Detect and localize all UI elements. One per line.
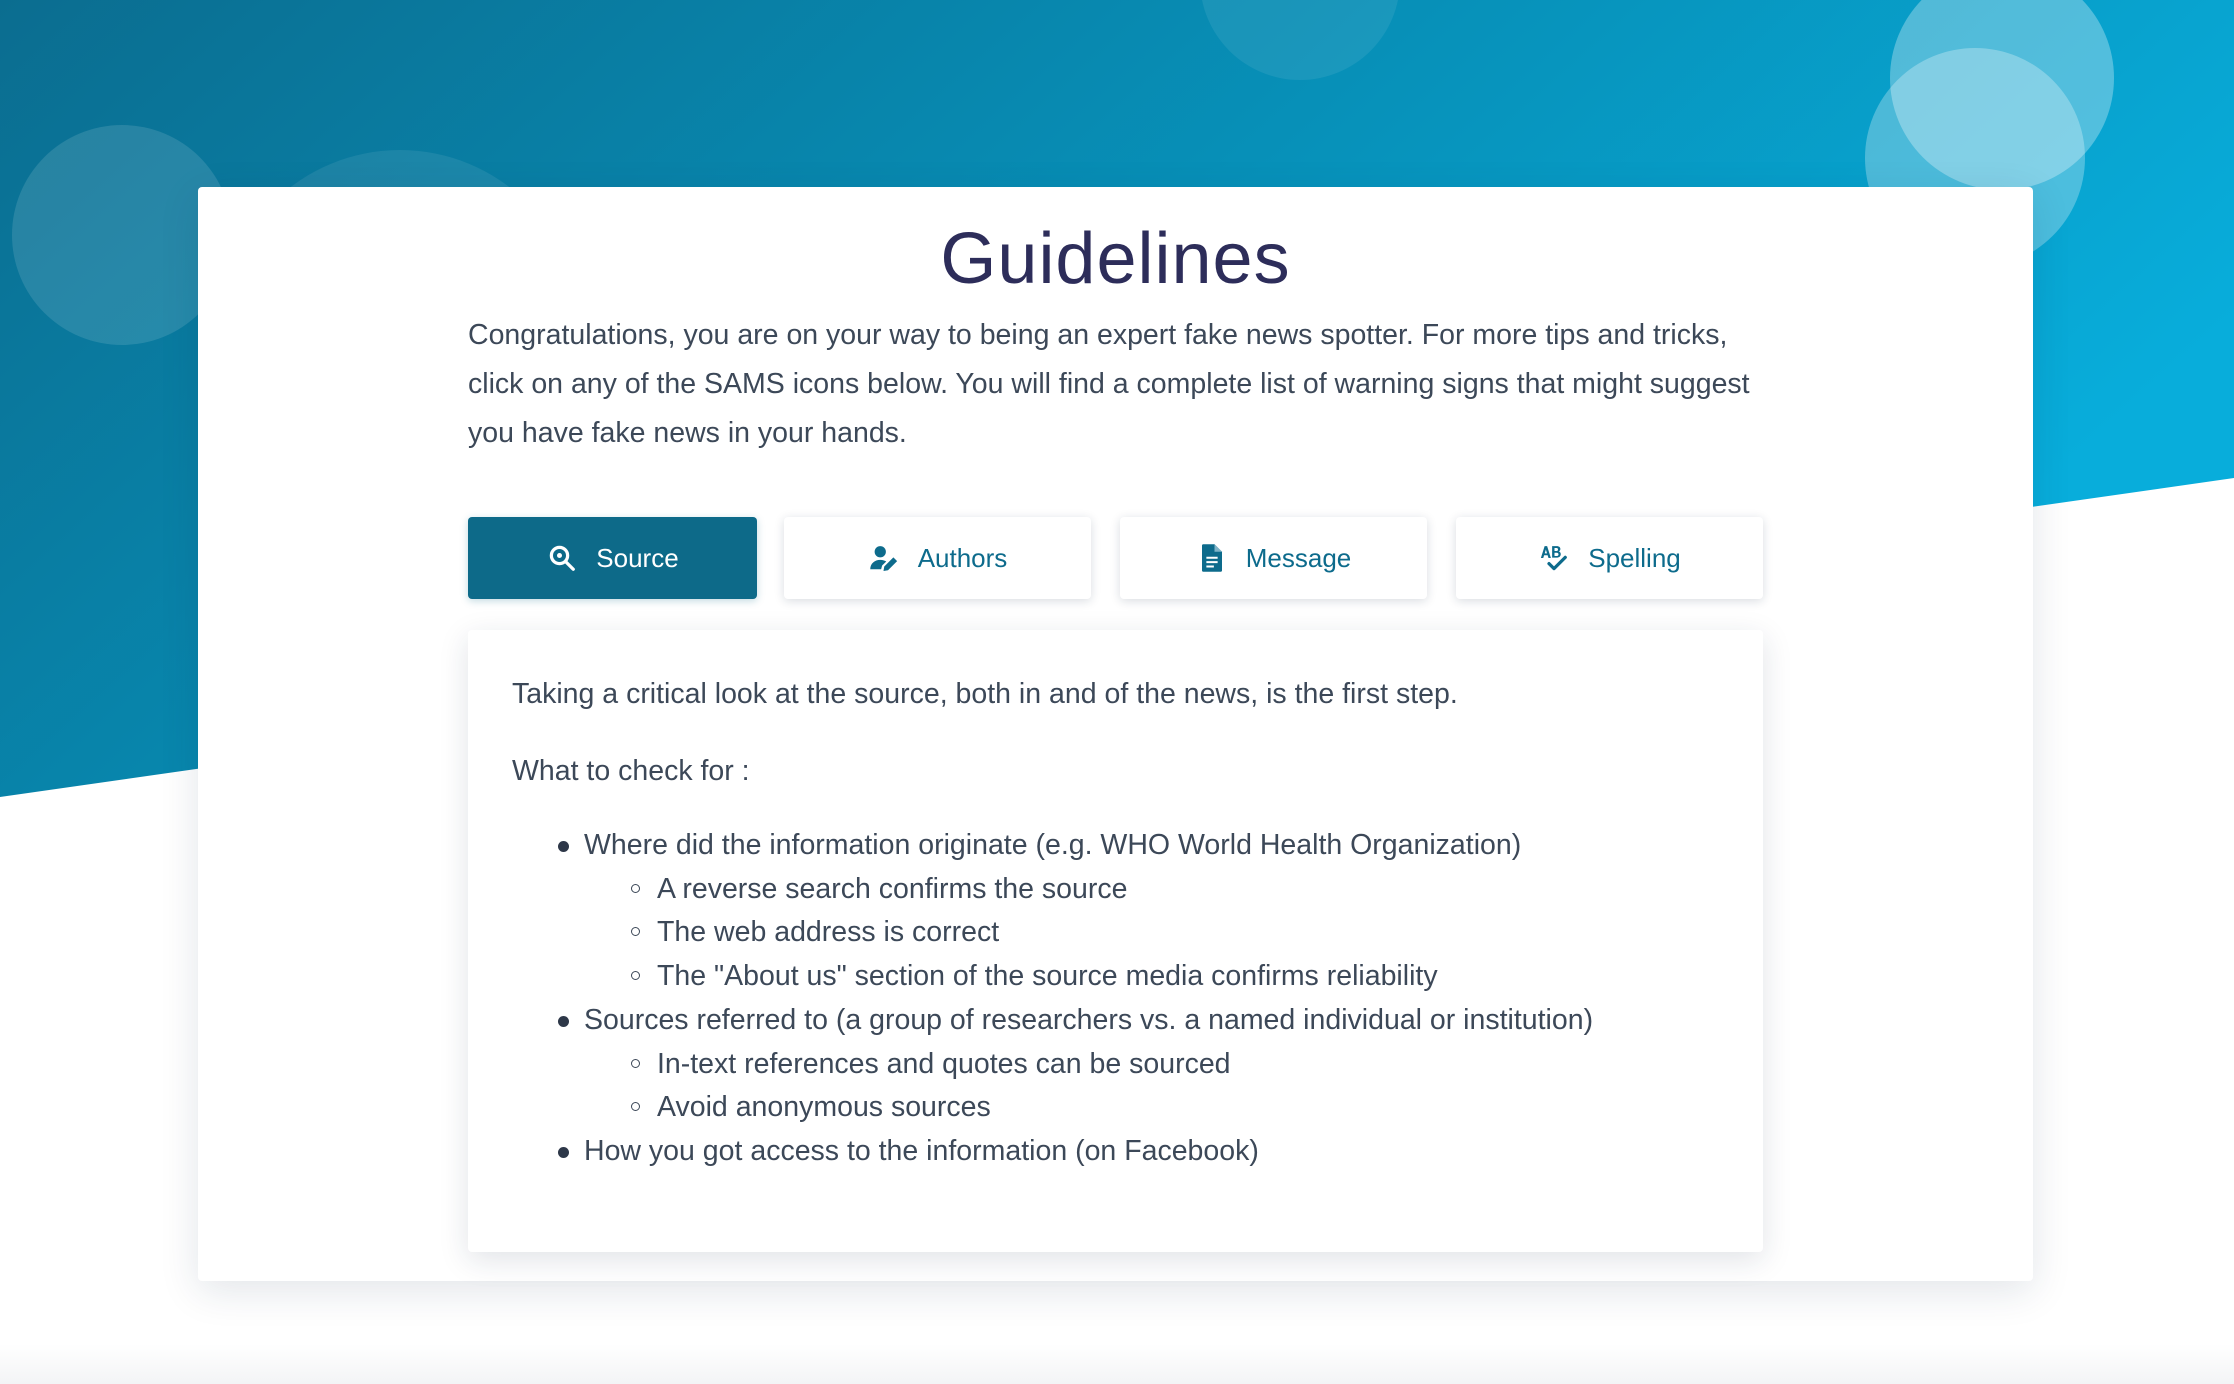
tab-authors[interactable]: [784, 517, 1091, 599]
spell-check-icon: [1538, 542, 1570, 574]
user-edit-icon: [868, 542, 900, 574]
tab-spelling-label: Spelling: [1588, 542, 1681, 573]
magnifier-icon: [546, 542, 578, 574]
sub-list: [584, 1043, 1719, 1130]
list-item: [512, 999, 1719, 1130]
bullet-dot: [558, 1016, 569, 1027]
page-title: Guidelines: [940, 219, 1291, 299]
checklist: [512, 824, 1719, 1174]
panel-lead: Taking a critical look at the source, both in and of the news, is the first step.: [512, 678, 1458, 710]
sub-list-item: [584, 868, 1719, 912]
check-heading: What to check for :: [512, 755, 750, 787]
bullet-circle: [631, 1102, 640, 1111]
guidelines-card: [198, 187, 2033, 1281]
sub-list-item-text: A reverse search confirms the source: [657, 872, 1128, 905]
tab-source-label: Source: [596, 542, 679, 573]
tab-source[interactable]: [468, 517, 757, 599]
tab-spelling[interactable]: [1456, 517, 1763, 599]
tab-authors-label: Authors: [917, 542, 1008, 573]
bullet-dot: [558, 841, 569, 852]
sub-list-item: [584, 1086, 1719, 1130]
sub-list-item-text: The "About us" section of the source media confirms reliability: [657, 960, 1438, 993]
list-item: [512, 1130, 1719, 1174]
sub-list-item: [584, 911, 1719, 955]
sams-tabs: [468, 517, 1763, 599]
footer-shade: [0, 1344, 2234, 1384]
bullet-circle: [631, 1059, 640, 1068]
list-item-text: Where did the information originate (e.g. WHO World Health Organization): [584, 829, 1522, 861]
sub-list-item-text: The web address is correct: [657, 916, 1000, 949]
sub-list-item-text: In-text references and quotes can be sourced: [657, 1047, 1231, 1080]
sub-list: [584, 868, 1719, 999]
bullet-circle: [631, 927, 640, 936]
list-item: [512, 824, 1719, 999]
tab-message-label: Message: [1245, 542, 1352, 573]
intro-text: Congratulations, you are on your way to being an expert fake news spotter. For more tips and tricks, click on any of the SAMS icons below. You will find a complete list of warning signs that might suggest you have fake news in your hands.: [468, 319, 1750, 449]
list-item-text: How you got access to the information (on Facebook): [584, 1134, 1259, 1167]
list-item-text: Sources referred to (a group of researchers vs. a named individual or institution): [584, 1003, 1594, 1036]
document-icon: [1196, 542, 1228, 574]
sub-list-item: [584, 955, 1719, 999]
sub-list-item-text: Avoid anonymous sources: [657, 1091, 991, 1124]
bullet-dot: [558, 1147, 569, 1158]
source-panel: [468, 630, 1763, 1252]
bullet-circle: [631, 971, 640, 980]
sub-list-item: [584, 1043, 1719, 1087]
tab-message[interactable]: [1120, 517, 1427, 599]
bullet-circle: [631, 884, 640, 893]
